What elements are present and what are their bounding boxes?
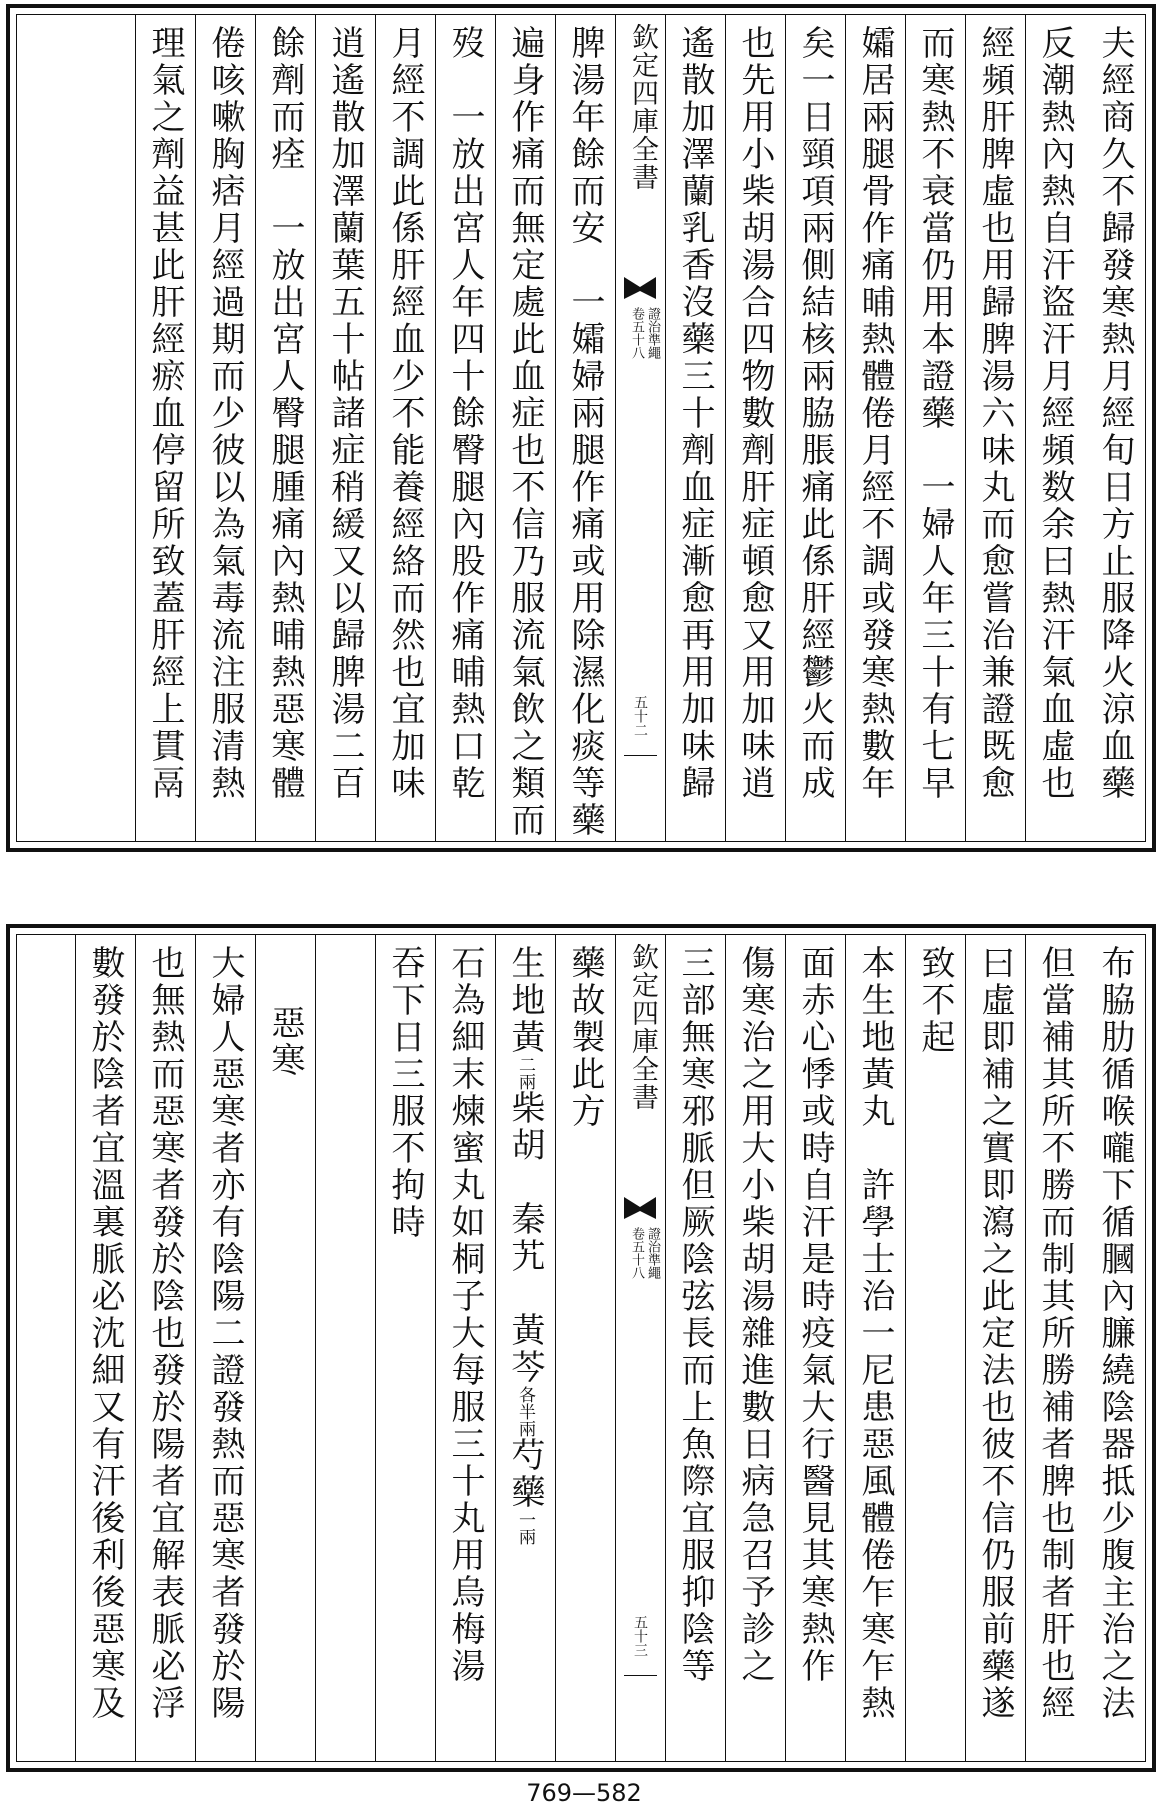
divider bbox=[624, 755, 657, 756]
herb-name: 芍藥 bbox=[505, 1437, 545, 1511]
page-footer-number: 769—582 bbox=[526, 1779, 642, 1807]
top-page-frame bbox=[16, 14, 1146, 842]
text-column: 孀居兩腿骨作痛晡熱體倦月經不調或發寒熱數年 bbox=[845, 15, 905, 841]
fish-tail-icon bbox=[624, 277, 656, 299]
text-column: 倦咳嗽胸痞月經過期而少彼以為氣毒流注服清熱 bbox=[195, 15, 255, 841]
text-column: 脾湯年餘而安 一孀婦兩腿作痛或用除濕化痰等藥 bbox=[555, 15, 615, 841]
herb-name: 生地黃 bbox=[505, 945, 545, 1056]
text-column: 經頻肝脾虛也用歸脾湯六味丸而愈嘗治兼證既愈 bbox=[965, 15, 1025, 841]
text-column: 反潮熱內熱自汗盜汗月經頻数余曰熱汗氣血虛也 bbox=[1025, 15, 1085, 841]
text-column: 大婦人惡寒者亦有陰陽二證發熱而惡寒者發於陽 bbox=[195, 935, 255, 1761]
text-column: 面赤心悸或時自汗是時疫氣大行醫見其寒熱作 bbox=[785, 935, 845, 1761]
text-column: 遙散加澤蘭乳香沒藥三十劑血症漸愈再用加味歸 bbox=[665, 15, 725, 841]
bottom-page-frame bbox=[16, 934, 1146, 1762]
text-column: 三部無寒邪脈但厥陰弦長而上魚際宜服抑陰等 bbox=[665, 935, 725, 1761]
page-number: 五十二 bbox=[632, 695, 648, 737]
text-column: 布脇肋循喉嚨下循膕內臁繞陰器抵少腹主治之法 bbox=[1095, 945, 1135, 1722]
center-fold bbox=[615, 935, 665, 1761]
text-column: 藥故製此方 bbox=[555, 935, 615, 1761]
bottom-page bbox=[6, 924, 1156, 1772]
book-series-title: 欽定四庫全書 bbox=[627, 943, 658, 1111]
text-column: 傷寒治之用大小柴胡湯雜進數日病急召予診之 bbox=[725, 935, 785, 1761]
volume-label: 卷五十八 bbox=[629, 1227, 644, 1279]
text-column: 本生地黃丸 許學士治一尼患惡風體倦乍寒乍熱 bbox=[845, 935, 905, 1761]
text-column: 但當補其所不勝而制其所勝補者脾也制者肝也經 bbox=[1025, 935, 1085, 1761]
text-column: 矣一日頸項兩側結核兩脇脹痛此係肝經鬱火而成 bbox=[785, 15, 845, 841]
text-column: 歿 一放出宮人年四十餘臀腿內股作痛晡熱口乾 bbox=[435, 15, 495, 841]
section-heading: 惡寒 bbox=[255, 935, 315, 1761]
top-page bbox=[6, 4, 1156, 852]
text-column: 月經不調此係肝經血少不能養經絡而然也宜加味 bbox=[375, 15, 435, 841]
divider bbox=[624, 1675, 657, 1676]
book-title: 證治準繩 bbox=[645, 1227, 660, 1279]
text-column: 遍身作痛而無定處此血症也不信乃服流氣飲之類而 bbox=[495, 15, 555, 841]
text-column: 餘劑而痊 一放出宮人臀腿腫痛內熱晡熱惡寒體 bbox=[255, 15, 315, 841]
volume-label: 卷五十八 bbox=[629, 307, 644, 359]
text-column: 曰虛即補之實即瀉之此定法也彼不信仍服前藥遂 bbox=[965, 935, 1025, 1761]
book-series-title: 欽定四庫全書 bbox=[627, 23, 658, 191]
herb-name: 秦艽 bbox=[505, 1201, 545, 1275]
center-fold bbox=[615, 15, 665, 841]
text-column: 吞下日三服不拘時 bbox=[375, 935, 435, 1761]
text-column: 石為細末煉蜜丸如桐子大每服三十丸用烏梅湯 bbox=[435, 935, 495, 1761]
herb-dose: 各半兩 bbox=[515, 1386, 535, 1437]
text-column: 也先用小柴胡湯合四物數劑肝症頓愈又用加味逍 bbox=[725, 15, 785, 841]
text-column: 數發於陰者宜溫裏脈必沈細又有汗後利後惡寒及 bbox=[75, 935, 135, 1761]
text-column: 理氣之劑益甚此肝經瘀血停留所致蓋肝經上貫鬲 bbox=[135, 15, 195, 841]
text-column: 夫經商久不歸發寒熱月經旬日方止服降火涼血藥 bbox=[1095, 25, 1135, 802]
text-column: 致不起 bbox=[905, 935, 965, 1761]
text-column bbox=[315, 935, 375, 1761]
herb-dose: 一兩 bbox=[515, 1511, 535, 1545]
page-number: 五十三 bbox=[632, 1615, 648, 1657]
herb-name: 柴胡 bbox=[505, 1090, 545, 1164]
fish-tail-icon bbox=[624, 1197, 656, 1219]
text-column: 逍遙散加澤蘭葉五十帖諸症稍緩又以歸脾湯二百 bbox=[315, 15, 375, 841]
text-column: 而寒熱不衰當仍用本證藥 一婦人年三十有七早 bbox=[905, 15, 965, 841]
text-column: 也無熱而惡寒者發於陰也發於陽者宜解表脈必浮 bbox=[135, 935, 195, 1761]
book-title: 證治準繩 bbox=[645, 307, 660, 359]
herb-dose: 二兩 bbox=[515, 1056, 535, 1090]
herb-name: 黃芩 bbox=[505, 1312, 545, 1386]
prescription-column bbox=[495, 935, 555, 1761]
